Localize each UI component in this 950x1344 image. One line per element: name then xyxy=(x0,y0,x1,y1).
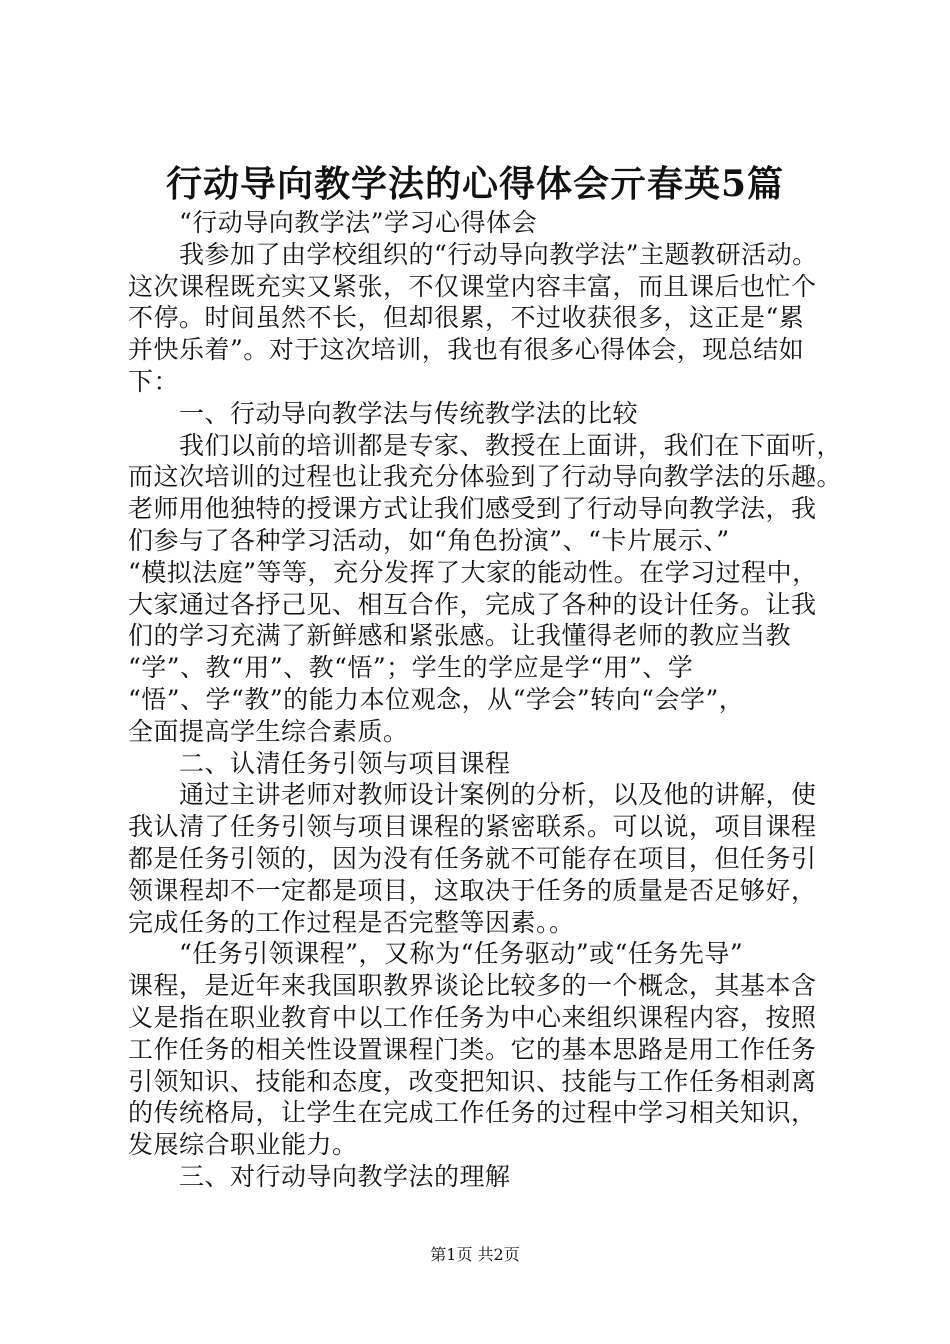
section-heading: 二、认清任务引领与项目课程 xyxy=(128,748,511,778)
body-line: 我认清了任务引领与项目课程的紧密联系。可以说，项目课程 xyxy=(128,812,817,842)
document-title: 行动导向教学法的心得体会亓春英5篇 xyxy=(165,163,785,205)
document-body xyxy=(128,207,843,1193)
body-line: 领课程却不一定都是项目，这取决于任务的质量是否足够好， xyxy=(128,875,817,905)
body-line: 这次课程既充实又紧张，不仅课堂内容丰富，而且课后也忙个 xyxy=(128,271,817,301)
body-line: 而这次培训的过程也让我充分体验到了行动导向教学法的乐趣。 xyxy=(128,462,843,492)
body-line: 老师用他独特的授课方式让我们感受到了行动导向教学法，我 xyxy=(128,494,817,524)
page-footer: 第1页 共2页 xyxy=(430,1245,520,1264)
body-line: 工作任务的相关性设置课程门类。它的基本思路是用工作任务 xyxy=(128,1034,817,1064)
body-line: 都是任务引领的，因为没有任务就不可能存在项目，但任务引 xyxy=(128,843,817,873)
body-line: “悟”、学“教”的能力本位观念，从“学会”转向“会学”， xyxy=(128,684,745,714)
body-line: “行动导向教学法”学习心得体会 xyxy=(128,208,538,237)
body-line: 完成任务的工作过程是否完整等因素。。 xyxy=(128,907,575,937)
body-line: 发展综合职业能力。 xyxy=(128,1130,358,1160)
section-heading: 三、对行动导向教学法的理解 xyxy=(128,1161,511,1191)
body-line: 下： xyxy=(128,366,180,396)
body-line: 不停。时间虽然不长，但却很累，不过收获很多，这正是“累 xyxy=(128,303,805,333)
body-line: 的传统格局，让学生在完成工作任务的过程中学习相关知识， xyxy=(128,1098,817,1128)
body-line: 并快乐着”。对于这次培训，我也有很多心得体会，现总结如 xyxy=(128,335,805,365)
body-line: 们参与了各种学习活动，如“角色扮演”、“卡片展示、” xyxy=(128,525,730,555)
body-line: 们的学习充满了新鲜感和紧张感。让我懂得老师的教应当教 xyxy=(128,621,792,651)
body-line: “模拟法庭”等等，充分发挥了大家的能动性。在学习过程中， xyxy=(128,557,818,587)
body-line: 全面提高学生综合素质。 xyxy=(128,716,409,746)
body-line: “学”、教“用”、教“悟”；学生的学应是学“用”、学 xyxy=(128,653,694,683)
body-line: 课程，是近年来我国职教界谈论比较多的一个概念，其基本含 xyxy=(128,971,817,1001)
body-line: 通过主讲老师对教师设计案例的分析，以及他的讲解，使 xyxy=(128,780,817,810)
body-line: 义是指在职业教育中以工作任务为中心来组织课程内容，按照 xyxy=(128,1002,817,1032)
body-line: 引领知识、技能和态度，改变把知识、技能与工作任务相剥离 xyxy=(128,1066,817,1096)
body-line: “任务引领课程”，又称为“任务驱动”或“任务先导” xyxy=(128,939,744,969)
body-line: 大家通过各抒己见、相互合作，完成了各种的设计任务。让我 xyxy=(128,589,817,619)
body-line: 我参加了由学校组织的“行动导向教学法”主题教研活动。 xyxy=(128,239,818,269)
body-line: 我们以前的培训都是专家、教授在上面讲，我们在下面听， xyxy=(128,430,843,460)
section-heading: 一、行动导向教学法与传统教学法的比较 xyxy=(128,398,639,428)
